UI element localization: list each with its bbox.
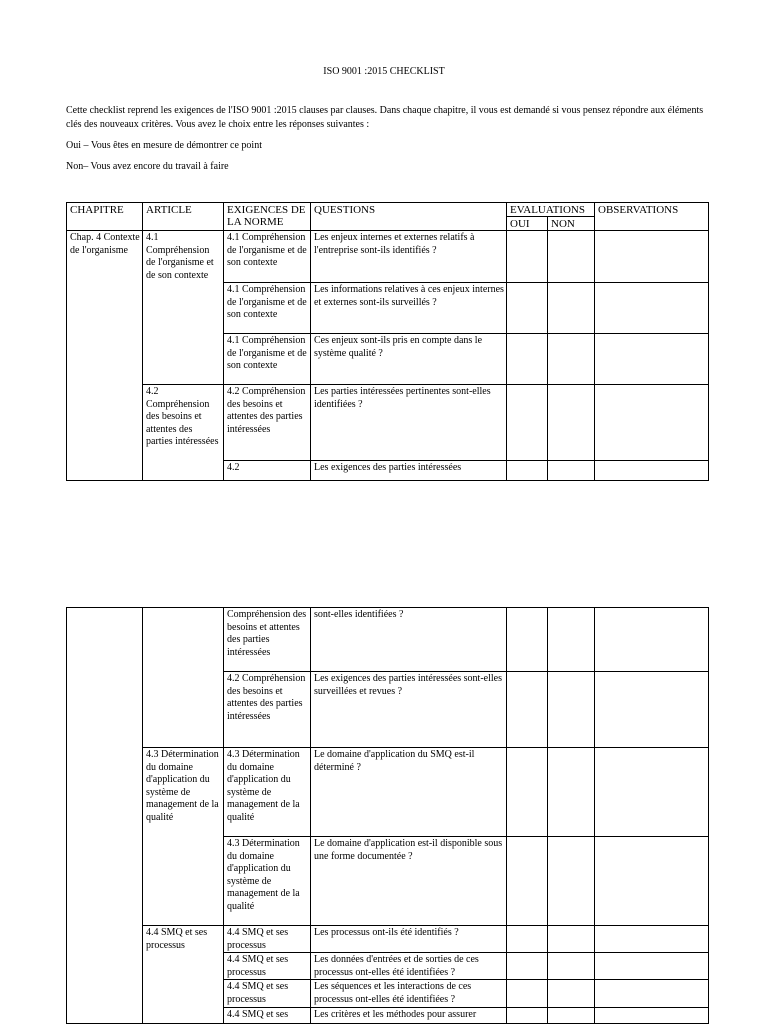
non-cell[interactable] xyxy=(548,385,595,461)
chapitre-cell xyxy=(67,608,143,1024)
question-cell: Les exigences des parties intéressées xyxy=(311,461,507,481)
question-cell: Ces enjeux sont-ils pris en compte dans le système qualité ? xyxy=(311,334,507,385)
observations-cell[interactable] xyxy=(595,748,709,837)
question-cell: Les informations relatives à ces enjeux internes et externes sont-ils surveillés ? xyxy=(311,283,507,334)
article-cell: 4.3 Détermination du domaine d'application du système de management de la qualité xyxy=(143,748,224,926)
header-exigences: EXIGENCES DE LA NORME xyxy=(224,203,311,231)
header-oui: OUI xyxy=(507,217,548,231)
oui-cell[interactable] xyxy=(507,608,548,672)
question-cell: sont-elles identifiées ? xyxy=(311,608,507,672)
non-cell[interactable] xyxy=(548,926,595,953)
intro-paragraph: Cette checklist reprend les exigences de l'ISO 9001 :2015 clauses par clauses. Dans chaque chapitre, il vous est demandé si vous pensez répondre aux éléments clés des nouveaux critères. Vous avez le choix entre les réponses suivantes : xyxy=(66,105,704,130)
exigence-cell: 4.2 Compréhension des besoins et attentes des parties intéressées xyxy=(224,672,311,748)
question-cell: Les parties intéressées pertinentes sont-elles identifiées ? xyxy=(311,385,507,461)
header-observations: OBSERVATIONS xyxy=(595,203,709,231)
header-evaluations: EVALUATIONS xyxy=(507,203,595,217)
exigence-cell: 4.4 SMQ et ses processus xyxy=(224,980,311,1007)
oui-cell[interactable] xyxy=(507,748,548,837)
non-cell[interactable] xyxy=(548,953,595,980)
question-cell: Le domaine d'application du SMQ est-il déterminé ? xyxy=(311,748,507,837)
observations-cell[interactable] xyxy=(595,334,709,385)
observations-cell[interactable] xyxy=(595,461,709,481)
exigence-cell: 4.1 Compréhension de l'organisme et de son contexte xyxy=(224,283,311,334)
observations-cell[interactable] xyxy=(595,608,709,672)
exigence-cell: 4.1 Compréhension de l'organisme et de son contexte xyxy=(224,334,311,385)
observations-cell[interactable] xyxy=(595,672,709,748)
question-cell: Les séquences et les interactions de ces processus ont-elles été identifiées ? xyxy=(311,980,507,1007)
question-cell: Les enjeux internes et externes relatifs à l'entreprise sont-ils identifiés ? xyxy=(311,231,507,283)
exigence-cell: 4.2 Compréhension des besoins et attentes des parties intéressées xyxy=(224,385,311,461)
exigence-cell: 4.2 xyxy=(224,461,311,481)
checklist-table-page-2 xyxy=(66,607,709,1024)
oui-cell[interactable] xyxy=(507,926,548,953)
table-row xyxy=(67,608,709,672)
oui-cell[interactable] xyxy=(507,672,548,748)
exigence-cell: Compréhension des besoins et attentes des parties intéressées xyxy=(224,608,311,672)
oui-cell[interactable] xyxy=(507,385,548,461)
article-cell xyxy=(143,608,224,748)
table-row xyxy=(67,748,709,837)
observations-cell[interactable] xyxy=(595,837,709,926)
oui-cell[interactable] xyxy=(507,953,548,980)
non-cell[interactable] xyxy=(548,837,595,926)
exigence-cell: 4.4 SMQ et ses processus xyxy=(224,953,311,980)
page-title: ISO 9001 :2015 CHECKLIST xyxy=(323,66,445,77)
chapitre-cell: Chap. 4 Contexte de l'organisme xyxy=(67,231,143,481)
intro-oui-line: Oui – Vous êtes en mesure de démontrer ce point xyxy=(66,140,262,151)
non-cell[interactable] xyxy=(548,608,595,672)
checklist-table-page-1 xyxy=(66,202,709,481)
table-row xyxy=(67,231,709,283)
question-cell: Les critères et les méthodes pour assurer xyxy=(311,1007,507,1023)
header-non: NON xyxy=(548,217,595,231)
observations-cell[interactable] xyxy=(595,926,709,953)
non-cell[interactable] xyxy=(548,461,595,481)
oui-cell[interactable] xyxy=(507,837,548,926)
exigence-cell: 4.3 Détermination du domaine d'application du système de management de la qualité xyxy=(224,837,311,926)
non-cell[interactable] xyxy=(548,1007,595,1023)
non-cell[interactable] xyxy=(548,980,595,1007)
header-article: ARTICLE xyxy=(143,203,224,231)
article-cell: 4.2 Compréhension des besoins et attentes des parties intéressées xyxy=(143,385,224,481)
article-cell: 4.4 SMQ et ses processus xyxy=(143,926,224,1024)
header-chapitre: CHAPITRE xyxy=(67,203,143,231)
observations-cell[interactable] xyxy=(595,385,709,461)
header-questions: QUESTIONS xyxy=(311,203,507,231)
question-cell: Le domaine d'application est-il disponible sous une forme documentée ? xyxy=(311,837,507,926)
oui-cell[interactable] xyxy=(507,334,548,385)
exigence-cell: 4.3 Détermination du domaine d'application du système de management de la qualité xyxy=(224,748,311,837)
observations-cell[interactable] xyxy=(595,953,709,980)
non-cell[interactable] xyxy=(548,748,595,837)
article-cell: 4.1 Compréhension de l'organisme et de son contexte xyxy=(143,231,224,385)
non-cell[interactable] xyxy=(548,672,595,748)
exigence-cell: 4.4 SMQ et ses xyxy=(224,1007,311,1023)
observations-cell[interactable] xyxy=(595,1007,709,1023)
exigence-cell: 4.4 SMQ et ses processus xyxy=(224,926,311,953)
oui-cell[interactable] xyxy=(507,283,548,334)
exigence-cell: 4.1 Compréhension de l'organisme et de son contexte xyxy=(224,231,311,283)
observations-cell[interactable] xyxy=(595,980,709,1007)
non-cell[interactable] xyxy=(548,283,595,334)
intro-non-line: Non– Vous avez encore du travail à faire xyxy=(66,161,229,172)
oui-cell[interactable] xyxy=(507,980,548,1007)
oui-cell[interactable] xyxy=(507,231,548,283)
non-cell[interactable] xyxy=(548,334,595,385)
oui-cell[interactable] xyxy=(507,461,548,481)
question-cell: Les exigences des parties intéressées sont-elles surveillées et revues ? xyxy=(311,672,507,748)
non-cell[interactable] xyxy=(548,231,595,283)
observations-cell[interactable] xyxy=(595,283,709,334)
oui-cell[interactable] xyxy=(507,1007,548,1023)
observations-cell[interactable] xyxy=(595,231,709,283)
question-cell: Les données d'entrées et de sorties de ces processus ont-elles été identifiées ? xyxy=(311,953,507,980)
question-cell: Les processus ont-ils été identifiés ? xyxy=(311,926,507,953)
table-row xyxy=(67,926,709,953)
table-row xyxy=(67,385,709,461)
